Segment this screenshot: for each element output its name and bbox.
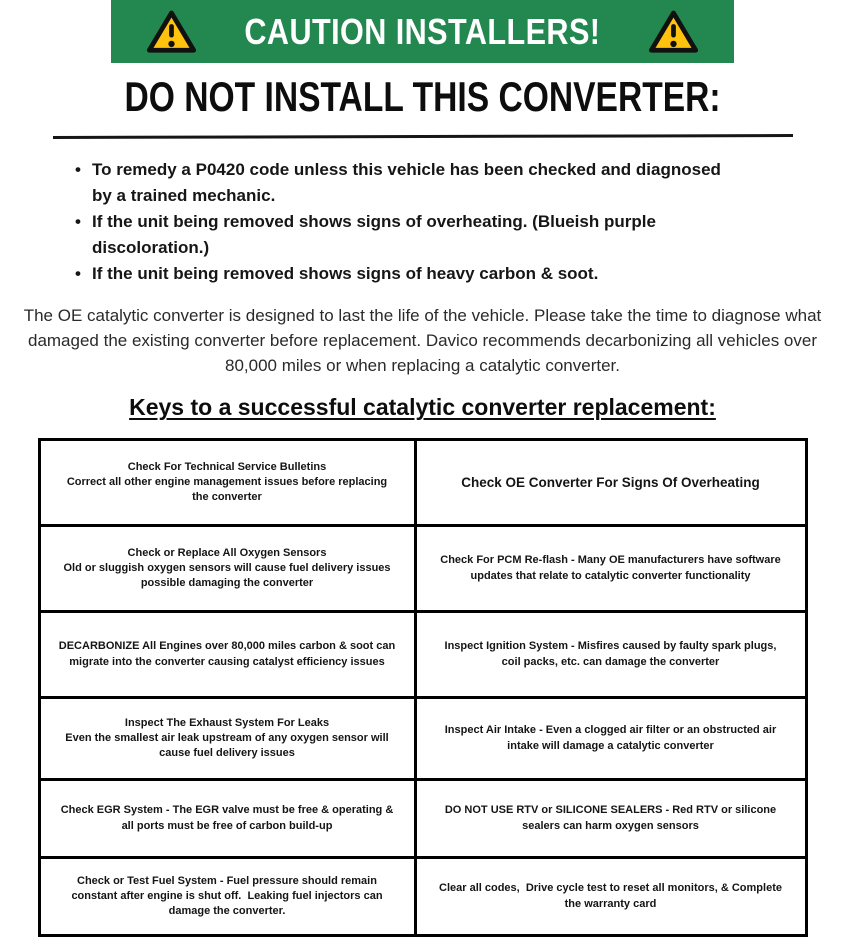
tip-cell-right [415, 440, 806, 526]
tip-cell-left [39, 698, 415, 780]
warning-text: If the unit being removed shows signs of heavy carbon & soot. [92, 264, 599, 284]
table-row [39, 612, 806, 698]
warnings-list [0, 157, 742, 287]
page-title-text: DO NOT INSTALL THIS CONVERTER: [124, 73, 721, 120]
warning-triangle-icon [146, 9, 197, 55]
tip-body: DO NOT USE RTV or SILICONE SEALERS - Red RTV or silicone sealers can harm oxygen sensors [444, 804, 780, 832]
warning-item [92, 261, 742, 287]
table-row [39, 858, 806, 936]
warning-text: If the unit being removed shows signs of overheating. (Blueish purple discoloration.) [92, 212, 656, 258]
banner-title: CAUTION INSTALLERS! [244, 10, 601, 52]
table-row [39, 440, 806, 526]
tips-table [38, 438, 808, 937]
table-row [39, 780, 806, 858]
tip-cell-right [415, 612, 806, 698]
tip-body: Inspect Ignition System - Misfires caused by faulty spark plugs, coil packs, etc. can damage the converter [444, 640, 780, 668]
keys-heading-text: Keys to a successful catalytic converter replacement: [129, 394, 716, 421]
tip-body: Check OE Converter For Signs Of Overheating [461, 474, 760, 490]
tip-cell-left [39, 780, 415, 858]
keys-heading [0, 394, 845, 421]
warning-item [92, 157, 742, 209]
table-row [39, 698, 806, 780]
tip-body: Check or Test Fuel System - Fuel pressure should remain constant after engine is shut off. Leaking fuel injectors can damage the converter. [71, 874, 386, 918]
tip-title: Check For Technical Service Bulletins [127, 460, 327, 473]
intro-paragraph: The OE catalytic converter is designed to last the life of the vehicle. Please take the time to diagnose what damaged the existing converter before replacement. Davico recommends decarbonizing all vehicles over 80,000 miles or when replacing a catalytic converter. [23, 306, 822, 376]
tip-body: Even the smallest air leak upstream of any oxygen sensor will cause fuel delivery issues [65, 731, 392, 760]
tip-cell-right [415, 526, 806, 612]
tip-body: Inspect Air Intake - Even a clogged air filter or an obstructed air intake will damage a catalytic converter [444, 724, 780, 752]
tip-title: Check or Replace All Oxygen Sensors [127, 546, 327, 559]
tip-body: Old or sluggish oxygen sensors will cause fuel delivery issues possible damaging the converter [63, 561, 394, 590]
warning-item [92, 209, 742, 261]
warning-triangle-icon [648, 9, 699, 55]
page-title [0, 74, 845, 120]
tip-cell-left [39, 858, 415, 936]
tip-cell-right [415, 698, 806, 780]
tip-title: Inspect The Exhaust System For Leaks [124, 716, 330, 729]
tip-body: Check EGR System - The EGR valve must be free & operating & all ports must be free of carbon build-up [60, 804, 397, 832]
tip-body: Correct all other engine management issues before replacing the converter [66, 475, 391, 504]
caution-banner [111, 0, 734, 63]
tip-cell-right [415, 780, 806, 858]
tip-body: Clear all codes, Drive cycle test to reset all monitors, & Complete the warranty card [439, 882, 786, 910]
table-row [39, 526, 806, 612]
divider [52, 134, 792, 139]
tip-body: DECARBONIZE All Engines over 80,000 miles carbon & soot can migrate into the converter causing catalyst efficiency issues [58, 640, 399, 668]
tip-cell-left [39, 440, 415, 526]
tip-body: Check For PCM Re-flash - Many OE manufacturers have software updates that relate to catalytic converter functionality [440, 554, 784, 582]
tip-cell-left [39, 612, 415, 698]
warning-text: To remedy a P0420 code unless this vehicle has been checked and diagnosed by a trained mechanic. [92, 160, 721, 206]
tip-cell-right [415, 858, 806, 936]
tip-cell-left [39, 526, 415, 612]
